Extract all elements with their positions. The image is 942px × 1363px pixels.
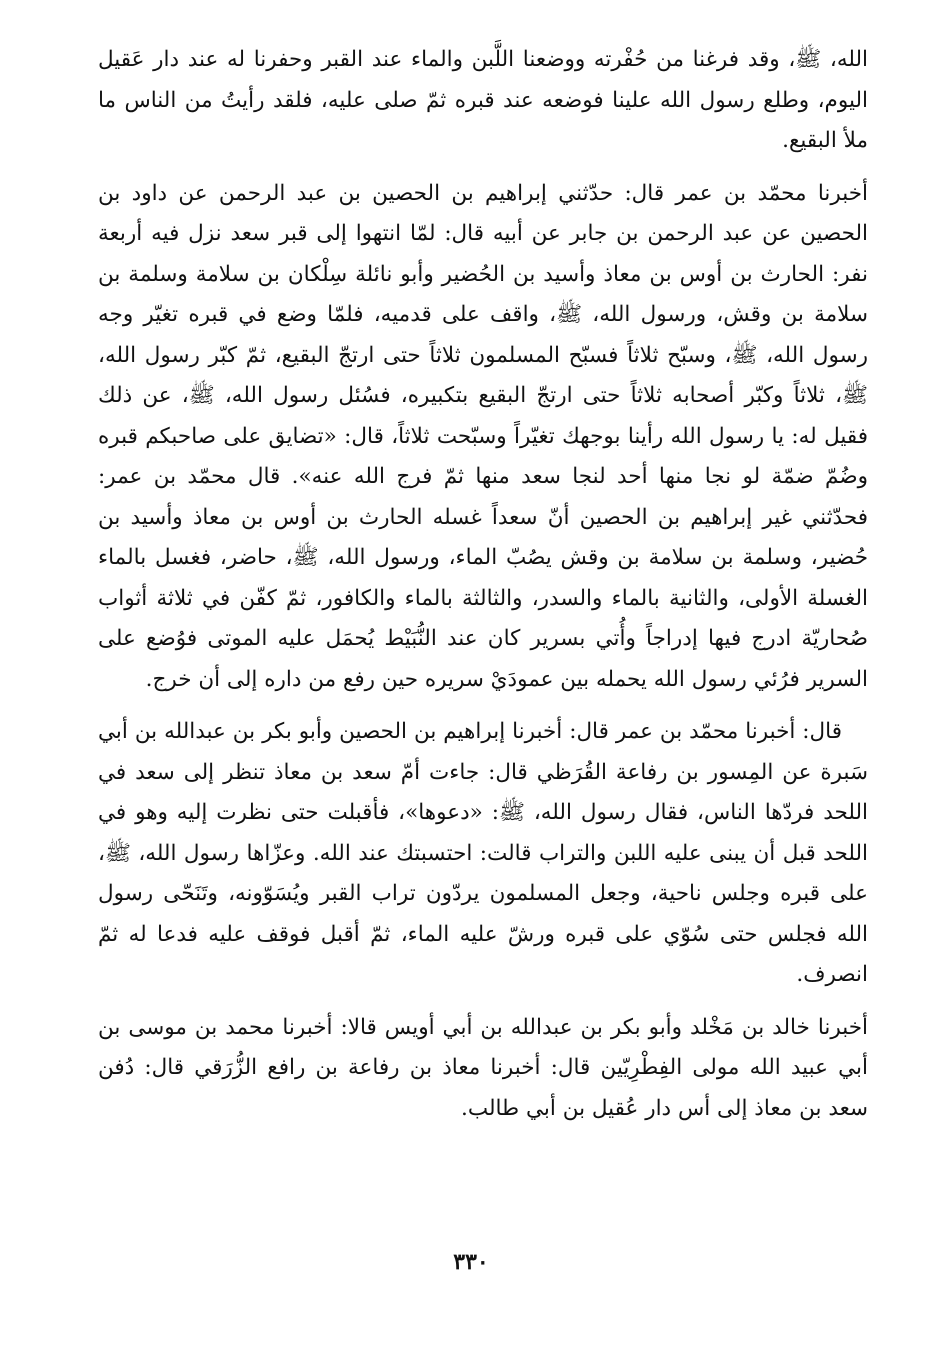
paragraph-narration-2: قال: أخبرنا محمّد بن عمر قال: أخبرنا إبراهيم بن الحصين وأبو بكر بن عبدالله بن أبي سَبرة عن المِسور بن رفاعة القُرَظي قال: جاءت أمّ سعد بن معاذ تنظر إلى سعد في اللحد فردّها الناس، فقال رسول الله، ﷺ: «دعوها»، فأقبلت حتى نظرت إليه وهو في اللحد قبل أن يبنى عليه اللبن والتراب قالت: احتسبتك عند الله. وعزّاها رسول الله، ﷺ، على قبره وجلس ناحية، وجعل المسلمون يردّون تراب القبر ويُسَوّونه، وتَنَحّى رسول الله فجلس حتى سُوّي على قبره ورشّ عليه الماء، ثمّ أقبل فوقف عليه فدعا له ثمّ انصرف. <box>98 719 868 987</box>
paragraph-narration-3: أخبرنا خالد بن مَخْلد وأبو بكر بن عبدالله بن أبي أويس قالا: أخبرنا محمد بن موسى بن أبي عبيد الله مولى الفِطْرِيّين قال: أخبرنا معاذ بن رفاعة بن رافع الزُّرَقي قال: دُفن سعد بن معاذ إلى أس دار عُقيل بن أبي طالب. <box>98 1014 868 1121</box>
paragraph-narration-1: أخبرنا محمّد بن عمر قال: حدّثني إبراهيم بن الحصين بن عبد الرحمن عن داود بن الحصين عن عبد الرحمن بن جابر عن أبيه قال: لمّا انتهوا إلى قبر سعد نزل فيه أربعة نفر: الحارث بن أوس بن معاذ وأسيد بن الحُضير وأبو نائلة سِلْكان بن سلامة وسلمة بن سلامة بن وقش، ورسول الله، ﷺ، واقف على قدميه، فلمّا وضع في قبره تغيّر وجه رسول الله، ﷺ، وسبّح ثلاثاً فسبّح المسلمون ثلاثاً حتى ارتجّ البقيع، ثمّ كبّر رسول الله، ﷺ، ثلاثاً وكبّر أصحابه ثلاثاً حتى ارتجّ البقيع بتكبيره، فسُئل رسول الله، ﷺ، عن ذلك فقيل له: يا رسول الله رأينا بوجهك تغيّراً وسبّحت ثلاثاً، قال: «تضايق على صاحبكم قبره وضُمّ ضمّة لو نجا منها أحد لنجا سعد منها ثمّ فرج الله عنه». قال محمّد بن عمر: فحدّثني غير إبراهيم بن الحصين أنّ سعداً غسله الحارث بن أوس بن معاذ وأسيد بن حُضير، وسلمة بن سلامة بن وقش يصُبّ الماء، ورسول الله، ﷺ، حاضر، فغسل بالماء الغسلة الأولى، والثانية بالماء والسدر، والثالثة بالماء والكافور، ثمّ كفّن في ثلاثة أثواب صُحاريّة ادرج فيها إدراجاً وأُتي بسرير كان عند النُّبَيْط يُحمَل عليه الموتى فوُضع على السرير فرُئي رسول الله يحمله بين عمودَيْ سريره حين رفع من داره إلى أن خرج. <box>98 180 868 692</box>
page-body <box>98 40 868 1340</box>
page-number: ٣٣٠ <box>453 1249 489 1275</box>
paragraph-continuation: الله، ﷺ، وقد فرغنا من حُفْرته ووضعنا اللَّبن والماء عند القبر وحفرنا له عند دار عَقيل اليوم، وطلع رسول الله علينا فوضعه عند قبره ثمّ صلى عليه، فلقد رأيتُ من الناس ما ملأ البقيع. <box>98 47 868 153</box>
